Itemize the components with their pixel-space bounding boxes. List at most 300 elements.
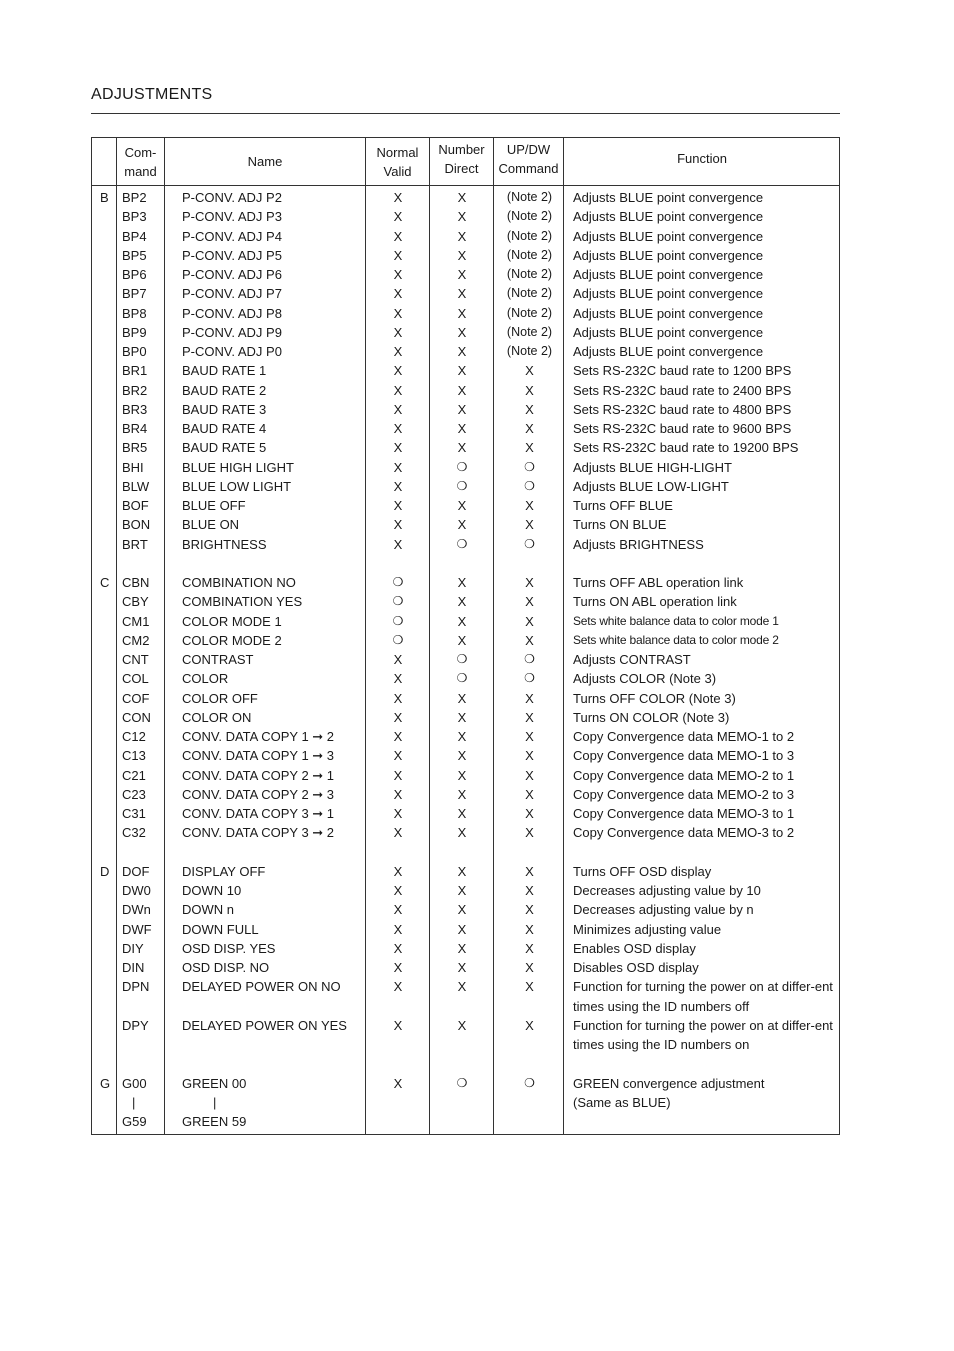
table-row xyxy=(92,977,841,1016)
command-code: COL xyxy=(122,671,149,687)
table-row xyxy=(92,284,841,303)
updw-command-mark: (Note 2) xyxy=(506,267,553,281)
function-description: Turns ON BLUE xyxy=(573,517,667,533)
command-code: BP5 xyxy=(122,247,147,263)
number-direct-mark: X xyxy=(457,921,467,937)
updw-command-mark: X xyxy=(525,709,534,725)
number-direct-mark: X xyxy=(457,748,467,764)
command-name: COLOR ON xyxy=(182,709,252,725)
normal-valid-mark: X xyxy=(393,979,403,995)
normal-valid-mark: X xyxy=(393,729,403,744)
number-direct-mark: X xyxy=(457,517,467,533)
table-row xyxy=(92,785,841,804)
number-direct-mark: X xyxy=(457,440,467,456)
table-row xyxy=(92,573,841,592)
command-code: BP7 xyxy=(122,286,147,302)
command-code: BP4 xyxy=(122,228,147,244)
command-code: BON xyxy=(122,517,151,533)
function-description: Turns ON COLOR (Note 3) xyxy=(573,709,730,725)
table-row xyxy=(92,939,841,958)
command-code: C32 xyxy=(122,825,146,841)
command-code: CNT xyxy=(122,652,149,667)
number-direct-mark: X xyxy=(457,247,467,263)
updw-command-mark: (Note 2) xyxy=(506,190,553,204)
number-direct-mark: X xyxy=(457,979,467,995)
command-name: P-CONV. ADJ P5 xyxy=(182,247,282,263)
command-name: OSD DISP. NO xyxy=(182,960,270,975)
table-row xyxy=(92,400,841,419)
table-row xyxy=(92,207,841,226)
command-code: C23 xyxy=(122,786,146,802)
number-direct-mark: X xyxy=(457,498,467,513)
command-code: BR2 xyxy=(122,382,148,398)
updw-command-mark: X xyxy=(525,363,534,379)
function-description: Adjusts BRIGHTNESS xyxy=(573,536,704,552)
command-name: P-CONV. ADJ P8 xyxy=(182,305,282,321)
command-name: CONV. DATA COPY 1 ➞ 3 xyxy=(182,748,335,764)
command-code: CON xyxy=(122,709,151,725)
command-name: DOWN 10 xyxy=(182,883,242,898)
command-code: G00 xyxy=(122,1075,147,1091)
updw-command-mark: X xyxy=(525,863,534,879)
normal-valid-mark: X xyxy=(393,767,403,783)
header-divider xyxy=(92,185,839,186)
function-description: Decreases adjusting value by n xyxy=(573,902,754,918)
table-row xyxy=(92,1112,841,1131)
command-name: GREEN 59 xyxy=(182,1114,247,1129)
number-direct-mark: X xyxy=(457,267,467,282)
function-description: Adjusts BLUE point convergence xyxy=(573,286,764,302)
updw-command-mark: X xyxy=(525,940,534,956)
page-title: ADJUSTMENTS xyxy=(91,86,213,103)
command-name: P-CONV. ADJ P3 xyxy=(182,209,282,225)
table-row xyxy=(92,631,841,650)
function-description: Function for turning the power on at differ-ent times using the ID numbers on xyxy=(573,1017,833,1052)
command-code: BR4 xyxy=(122,421,148,436)
number-direct-mark: X xyxy=(457,401,467,417)
updw-command-mark: X xyxy=(525,440,534,456)
command-code: DPN xyxy=(122,979,150,995)
command-code: BP3 xyxy=(122,209,147,225)
normal-valid-mark: X xyxy=(393,401,403,417)
table-row xyxy=(92,804,841,823)
updw-command-mark: X xyxy=(525,498,534,513)
number-direct-mark: X xyxy=(457,613,467,629)
table-row xyxy=(92,496,841,515)
updw-command-mark: (Note 2) xyxy=(506,247,553,262)
command-code: BP9 xyxy=(122,324,147,340)
normal-valid-mark: X xyxy=(393,786,403,802)
spacer-row xyxy=(92,1054,841,1073)
function-description: Sets white balance data to color mode 1 xyxy=(573,613,779,628)
normal-valid-mark: X xyxy=(393,825,403,841)
table-row xyxy=(92,304,841,323)
updw-command-mark: ❍ xyxy=(524,671,535,686)
number-direct-mark: ❍ xyxy=(456,478,468,493)
command-code: CBY xyxy=(122,594,149,610)
number-direct-mark: ❍ xyxy=(456,459,468,474)
function-description: Adjusts COLOR (Note 3) xyxy=(573,671,717,687)
normal-valid-mark: X xyxy=(393,382,403,398)
updw-command-mark: X xyxy=(525,729,534,744)
command-name: COMBINATION YES xyxy=(182,594,303,610)
updw-command-mark: ❍ xyxy=(524,652,535,666)
command-code: C12 xyxy=(122,729,146,744)
command-name: CONTRAST xyxy=(182,652,254,667)
function-description: Adjusts BLUE point convergence xyxy=(573,344,764,359)
command-name: DOWN FULL xyxy=(182,921,259,937)
updw-command-mark: (Note 2) xyxy=(506,228,553,243)
normal-valid-mark: X xyxy=(393,536,403,552)
command-name: CONV. DATA COPY 2 ➞ 3 xyxy=(182,786,335,802)
number-direct-mark: ❍ xyxy=(456,1075,468,1090)
number-direct-mark: ❍ xyxy=(456,652,468,666)
command-name: P-CONV. ADJ P4 xyxy=(182,228,282,244)
command-code: C13 xyxy=(122,748,146,764)
command-code: DW0 xyxy=(122,883,151,898)
normal-valid-mark: ❍ xyxy=(392,632,404,647)
table-row xyxy=(92,1016,841,1055)
function-description: GREEN convergence adjustment xyxy=(573,1075,765,1091)
group-letter: B xyxy=(100,190,109,205)
command-code: DIN xyxy=(122,960,145,975)
command-name: BLUE HIGH LIGHT xyxy=(182,459,294,475)
function-description: Adjusts BLUE LOW-LIGHT xyxy=(573,478,729,494)
command-name: CONV. DATA COPY 3 ➞ 2 xyxy=(182,825,335,841)
table-row xyxy=(92,881,841,900)
number-direct-mark: ❍ xyxy=(456,671,468,686)
table-row xyxy=(92,862,841,881)
table-row xyxy=(92,477,841,496)
updw-command-mark: (Note 2) xyxy=(506,344,553,358)
table-row xyxy=(92,1074,841,1093)
command-name: P-CONV. ADJ P2 xyxy=(182,190,282,205)
updw-command-mark: ❍ xyxy=(524,478,535,493)
normal-valid-mark: X xyxy=(393,247,403,263)
normal-valid-mark: X xyxy=(393,421,403,436)
command-name: COLOR xyxy=(182,671,229,687)
function-description: Sets white balance data to color mode 2 xyxy=(573,632,779,647)
normal-valid-mark: X xyxy=(393,671,403,687)
command-name: P-CONV. ADJ P7 xyxy=(182,286,282,302)
table-row xyxy=(92,650,841,669)
command-name: | xyxy=(213,1094,217,1110)
header-name: Name xyxy=(247,154,283,169)
table-row xyxy=(92,1093,841,1112)
command-name: BLUE ON xyxy=(182,517,240,533)
number-direct-mark: X xyxy=(457,363,467,379)
command-name: BAUD RATE 4 xyxy=(182,421,267,436)
command-code: COF xyxy=(122,690,150,706)
normal-valid-mark: ❍ xyxy=(392,575,404,589)
normal-valid-mark: X xyxy=(393,652,403,667)
number-direct-mark: X xyxy=(457,190,467,205)
function-description: Adjusts BLUE point convergence xyxy=(573,209,764,225)
command-code: CM2 xyxy=(122,632,150,648)
spacer-row xyxy=(92,843,841,862)
command-name: DISPLAY OFF xyxy=(182,863,266,879)
command-name: BLUE OFF xyxy=(182,498,246,513)
number-direct-mark: X xyxy=(457,305,467,321)
number-direct-mark: X xyxy=(457,960,467,975)
number-direct-mark: X xyxy=(457,632,467,648)
normal-valid-mark: X xyxy=(393,960,403,975)
command-name: GREEN 00 xyxy=(182,1075,247,1091)
function-description: Copy Convergence data MEMO-2 to 1 xyxy=(573,767,795,783)
function-description: Adjusts BLUE HIGH-LIGHT xyxy=(573,459,732,475)
normal-valid-mark: X xyxy=(393,324,403,340)
function-description: Turns OFF BLUE xyxy=(573,498,673,513)
updw-command-mark: X xyxy=(525,883,534,898)
updw-command-mark: X xyxy=(525,1017,534,1033)
command-name: DELAYED POWER ON YES xyxy=(182,1017,347,1033)
number-direct-mark: X xyxy=(457,786,467,802)
table-row xyxy=(92,708,841,727)
function-description: Turns OFF COLOR (Note 3) xyxy=(573,690,736,706)
updw-command-mark: X xyxy=(525,594,534,610)
function-description: Turns OFF ABL operation link xyxy=(573,575,744,590)
normal-valid-mark: X xyxy=(393,267,403,282)
number-direct-mark: X xyxy=(457,863,467,879)
command-table xyxy=(91,137,840,1135)
function-description: Turns OFF OSD display xyxy=(573,863,712,879)
table-row xyxy=(92,188,841,207)
command-code: DOF xyxy=(122,863,150,879)
normal-valid-mark: X xyxy=(393,748,403,764)
function-description: Copy Convergence data MEMO-3 to 1 xyxy=(573,806,795,821)
group-letter: G xyxy=(100,1075,111,1091)
normal-valid-mark: X xyxy=(393,1075,403,1091)
command-code: BLW xyxy=(122,478,150,494)
number-direct-mark: X xyxy=(457,806,467,821)
updw-command-mark: X xyxy=(525,748,534,764)
number-direct-mark: X xyxy=(457,902,467,918)
function-description: Disables OSD display xyxy=(573,960,699,975)
normal-valid-mark: X xyxy=(393,228,403,244)
table-row xyxy=(92,612,841,631)
command-name: BAUD RATE 2 xyxy=(182,382,267,398)
table-row xyxy=(92,920,841,939)
normal-valid-mark: X xyxy=(393,883,403,898)
normal-valid-mark: X xyxy=(393,305,403,321)
updw-command-mark: X xyxy=(525,960,534,975)
updw-command-mark: (Note 2) xyxy=(506,305,553,320)
function-description: Sets RS-232C baud rate to 19200 BPS xyxy=(573,440,799,456)
function-description: Adjusts BLUE point convergence xyxy=(573,228,764,244)
command-name: BAUD RATE 3 xyxy=(182,401,267,417)
function-description: Adjusts BLUE point convergence xyxy=(573,324,764,340)
command-code: CBN xyxy=(122,575,150,590)
updw-command-mark: X xyxy=(525,767,534,783)
command-name: P-CONV. ADJ P0 xyxy=(182,344,282,359)
normal-valid-mark: X xyxy=(393,498,403,513)
normal-valid-mark: ❍ xyxy=(392,613,404,628)
function-description: Turns ON ABL operation link xyxy=(573,594,737,610)
command-name: BLUE LOW LIGHT xyxy=(182,478,292,494)
command-code: DWF xyxy=(122,921,152,937)
table-row xyxy=(92,265,841,284)
function-description: Decreases adjusting value by 10 xyxy=(573,883,761,898)
updw-command-mark: X xyxy=(525,613,534,629)
normal-valid-mark: X xyxy=(393,478,403,494)
function-description: Function for turning the power on at differ-ent times using the ID numbers off xyxy=(573,979,833,1014)
table-row xyxy=(92,342,841,361)
command-name: CONV. DATA COPY 3 ➞ 1 xyxy=(182,806,335,821)
updw-command-mark: X xyxy=(525,786,534,802)
command-code: BR5 xyxy=(122,440,148,456)
number-direct-mark: X xyxy=(457,209,467,225)
header-normal-valid: Normal Valid xyxy=(376,144,419,179)
function-description: Copy Convergence data MEMO-1 to 2 xyxy=(573,729,795,744)
command-name: COLOR MODE 1 xyxy=(182,613,282,629)
normal-valid-mark: X xyxy=(393,344,403,359)
normal-valid-mark: X xyxy=(393,902,403,918)
table-row xyxy=(92,361,841,380)
function-description: Sets RS-232C baud rate to 1200 BPS xyxy=(573,363,792,379)
command-name: COLOR MODE 2 xyxy=(182,632,282,648)
number-direct-mark: ❍ xyxy=(456,536,468,551)
command-name: COMBINATION NO xyxy=(182,575,296,590)
command-name: DOWN n xyxy=(182,902,234,918)
header-updw-command: UP/DW Command xyxy=(498,141,559,176)
normal-valid-mark: X xyxy=(393,190,403,205)
table-row xyxy=(92,900,841,919)
table-row xyxy=(92,438,841,457)
command-name: BAUD RATE 1 xyxy=(182,363,267,379)
updw-command-mark: X xyxy=(525,401,534,417)
updw-command-mark: (Note 2) xyxy=(506,286,553,301)
command-name: BAUD RATE 5 xyxy=(182,440,267,456)
command-code: BP6 xyxy=(122,267,147,282)
table-row xyxy=(92,746,841,765)
updw-command-mark: (Note 2) xyxy=(506,324,553,339)
function-description: Copy Convergence data MEMO-2 to 3 xyxy=(573,786,795,802)
table-row xyxy=(92,689,841,708)
command-code: BP2 xyxy=(122,190,147,205)
number-direct-mark: X xyxy=(457,594,467,610)
command-code: C31 xyxy=(122,806,146,821)
updw-command-mark: X xyxy=(525,806,534,821)
number-direct-mark: X xyxy=(457,729,467,744)
number-direct-mark: X xyxy=(457,825,467,841)
normal-valid-mark: X xyxy=(393,363,403,379)
updw-command-mark: (Note 2) xyxy=(506,209,553,224)
number-direct-mark: X xyxy=(457,940,467,956)
normal-valid-mark: X xyxy=(393,286,403,302)
group-letter: D xyxy=(100,863,110,879)
function-description: Copy Convergence data MEMO-3 to 2 xyxy=(573,825,795,841)
command-name: OSD DISP. YES xyxy=(182,940,276,956)
function-description: Sets RS-232C baud rate to 4800 BPS xyxy=(573,401,792,417)
normal-valid-mark: ❍ xyxy=(392,594,404,609)
command-code: G59 xyxy=(122,1114,147,1129)
normal-valid-mark: X xyxy=(393,459,403,475)
header-number-direct: Number Direct xyxy=(438,141,485,176)
updw-command-mark: ❍ xyxy=(524,1075,535,1090)
number-direct-mark: X xyxy=(457,324,467,340)
command-name: BRIGHTNESS xyxy=(182,536,267,552)
number-direct-mark: X xyxy=(457,344,467,359)
command-code: BHI xyxy=(122,459,144,475)
command-code: BR3 xyxy=(122,401,148,417)
function-description: Adjusts CONTRAST xyxy=(573,652,691,667)
function-description: Enables OSD display xyxy=(573,940,696,956)
command-code: BP8 xyxy=(122,305,147,321)
number-direct-mark: X xyxy=(457,286,467,302)
updw-command-mark: X xyxy=(525,690,534,706)
number-direct-mark: X xyxy=(457,709,467,725)
number-direct-mark: X xyxy=(457,767,467,783)
function-description: Adjusts BLUE point convergence xyxy=(573,305,764,321)
table-row xyxy=(92,246,841,265)
updw-command-mark: X xyxy=(525,632,534,648)
header-command: Com- mand xyxy=(124,144,157,179)
function-description: (Same as BLUE) xyxy=(573,1094,671,1110)
number-direct-mark: X xyxy=(457,228,467,244)
normal-valid-mark: X xyxy=(393,440,403,456)
table-row xyxy=(92,727,841,746)
normal-valid-mark: X xyxy=(393,863,403,879)
normal-valid-mark: X xyxy=(393,690,403,706)
function-description: Sets RS-232C baud rate to 2400 BPS xyxy=(573,382,792,398)
normal-valid-mark: X xyxy=(393,940,403,956)
command-code: | xyxy=(132,1094,136,1110)
command-code: BR1 xyxy=(122,363,148,379)
command-code: CM1 xyxy=(122,613,150,629)
number-direct-mark: X xyxy=(457,883,467,898)
number-direct-mark: X xyxy=(457,421,467,436)
updw-command-mark: X xyxy=(525,979,534,995)
table-row xyxy=(92,323,841,342)
normal-valid-mark: X xyxy=(393,921,403,937)
updw-command-mark: X xyxy=(525,382,534,398)
normal-valid-mark: X xyxy=(393,517,403,533)
command-name: CONV. DATA COPY 2 ➞ 1 xyxy=(182,767,335,783)
normal-valid-mark: X xyxy=(393,1017,403,1033)
table-row xyxy=(92,823,841,842)
header-function: Function xyxy=(677,151,727,166)
normal-valid-mark: X xyxy=(393,806,403,821)
function-description: Copy Convergence data MEMO-1 to 3 xyxy=(573,748,795,764)
command-code: C21 xyxy=(122,767,146,783)
function-description: Adjusts BLUE point convergence xyxy=(573,190,764,205)
number-direct-mark: X xyxy=(457,1017,467,1033)
command-code: BRT xyxy=(122,536,148,552)
group-letter: C xyxy=(100,575,110,590)
updw-command-mark: X xyxy=(525,517,534,533)
command-name: DELAYED POWER ON NO xyxy=(182,979,341,995)
updw-command-mark: X xyxy=(525,902,534,918)
function-description: Adjusts BLUE point convergence xyxy=(573,247,764,263)
command-code: DIY xyxy=(122,940,144,956)
spacer-row xyxy=(92,554,841,573)
updw-command-mark: X xyxy=(525,825,534,841)
table-row xyxy=(92,766,841,785)
table-row xyxy=(92,515,841,534)
title-divider xyxy=(91,113,840,114)
command-name: COLOR OFF xyxy=(182,690,258,706)
normal-valid-mark: X xyxy=(393,709,403,725)
table-row xyxy=(92,958,841,977)
number-direct-mark: X xyxy=(457,575,467,590)
table-row xyxy=(92,419,841,438)
number-direct-mark: X xyxy=(457,382,467,398)
table-row xyxy=(92,669,841,688)
table-row xyxy=(92,458,841,477)
updw-command-mark: X xyxy=(525,921,534,937)
table-row xyxy=(92,592,841,611)
command-code: DWn xyxy=(122,902,151,918)
